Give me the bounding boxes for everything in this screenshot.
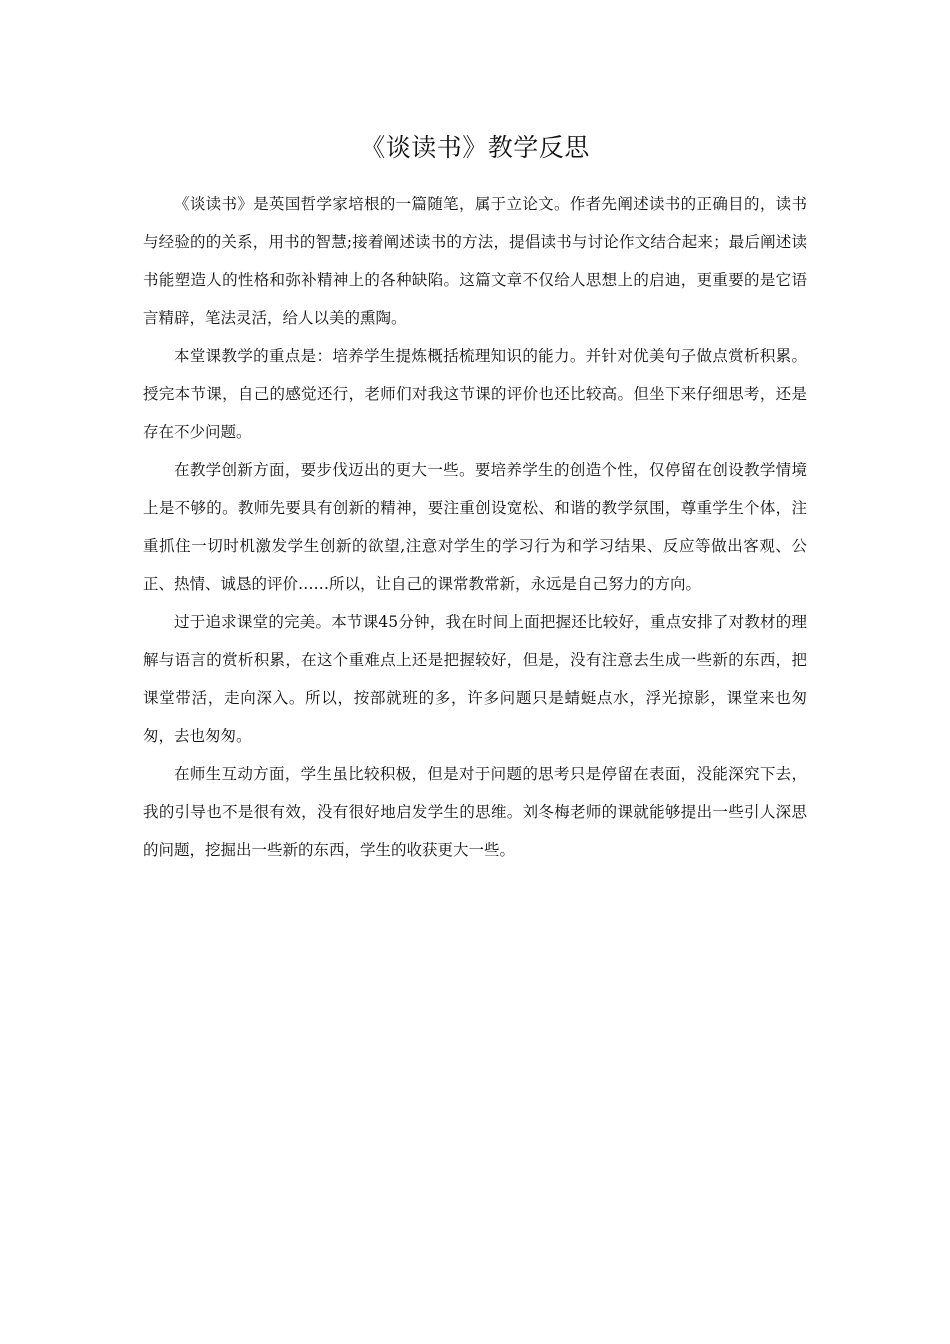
document-body <box>143 185 807 869</box>
paragraph-intro: 《谈读书》是英国哲学家培根的一篇随笔，属于立论文。作者先阐述读书的正确目的，读书与经验的的关系，用书的智慧;接着阐述读书的方法，提倡读书与讨论作文结合起来；最后阐述读书能塑造人的性格和弥补精神上的各种缺陷。这篇文章不仅给人思想上的启迪，更重要的是它语言精辟，笔法灵活，给人以美的熏陶。 <box>143 195 807 327</box>
paragraph-teaching-focus: 本堂课教学的重点是：培养学生提炼概括梳理知识的能力。并针对优美句子做点赏析积累。授完本节课，自己的感觉还行，老师们对我这节课的评价也还比较高。但坐下来仔细思考，还是存在不少问题。 <box>143 347 807 441</box>
document-title: 《谈读书》教学反思 <box>360 133 590 162</box>
paragraph-interaction: 在师生互动方面，学生虽比较积极，但是对于问题的思考只是停留在表面，没能深究下去，我的引导也不是很有效，没有很好地启发学生的思维。刘冬梅老师的课就能够提出一些引人深思的问题，挖掘出一些新的东西，学生的收获更大一些。 <box>143 765 807 859</box>
paragraph-innovation: 在教学创新方面，要步伐迈出的更大一些。要培养学生的创造个性，仅停留在创设教学情境上是不够的。教师先要具有创新的精神，要注重创设宽松、和谐的教学氛围，尊重学生个体，注重抓住一切时机激发学生创新的欲望,注意对学生的学习行为和学习结果、反应等做出客观、公正、热情、诚恳的评价……所以，让自己的课常教常新，永远是自己努力的方向。 <box>143 461 807 593</box>
paragraph-perfection: 过于追求课堂的完美。本节课45分钟，我在时间上面把握还比较好，重点安排了对教材的理解与语言的赏析积累，在这个重难点上还是把握较好，但是，没有注意去生成一些新的东西，把课堂带活，走向深入。所以，按部就班的多，许多问题只是蜻蜓点水，浮光掠影，课堂来也匆匆，去也匆匆。 <box>143 613 807 745</box>
